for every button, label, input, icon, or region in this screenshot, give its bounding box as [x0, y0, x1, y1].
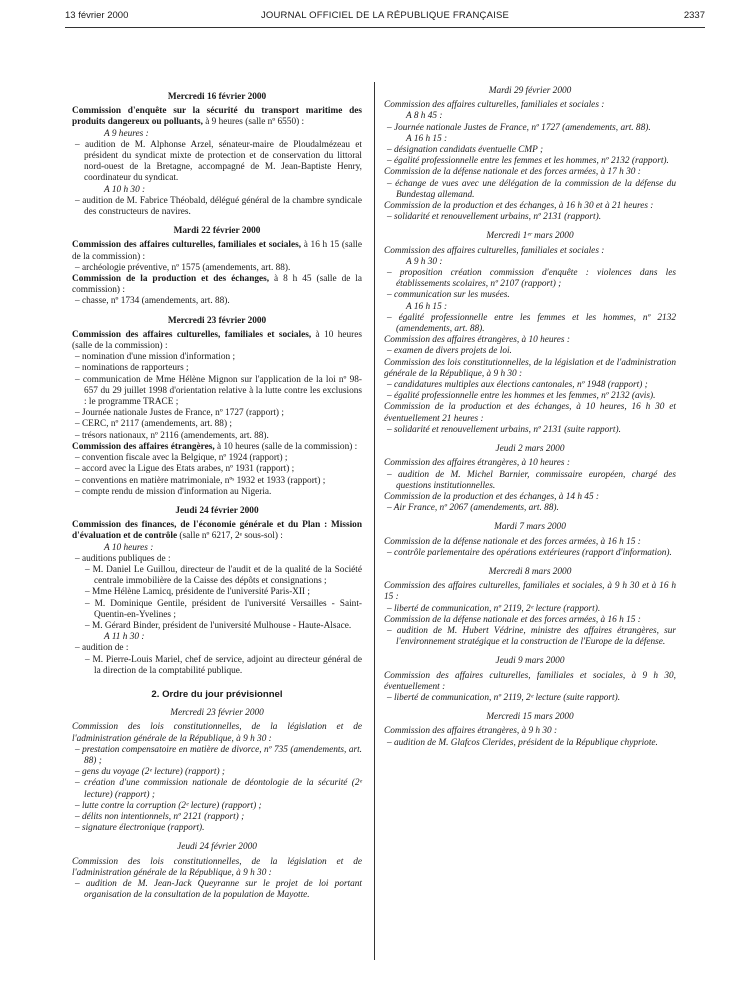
right-column	[384, 84, 676, 749]
agenda-item: – création d'une commission nationale de déontologie de la sécurité (2ᵉ lecture) (rapport) ;	[75, 778, 362, 800]
agenda-item: – liberté de communication, nº 2119, 2ᵉ lecture (suite rapport).	[387, 692, 621, 703]
day-heading: Mercredi 23 février 2000	[170, 708, 264, 719]
header-date: 13 février 2000	[65, 10, 129, 21]
agenda-item: – communication de Mme Hélène Mignon sur l'application de la loi nº 98-657 du 29 juillet 1998 d'orientation relative à la lutte contre les exclusions : le programme TRACE ;	[75, 374, 362, 408]
time-slot: A 16 h 15 :	[406, 301, 448, 312]
agenda-item: – audition de M. Jean-Jack Queyranne sur le projet de loi portant organisation de la consultation de la population de Mayotte.	[75, 879, 362, 901]
commission-entry	[72, 520, 362, 542]
agenda-item: – audition de M. Fabrice Théobald, délégué général de la chambre syndicale des constructeurs de navires.	[75, 195, 362, 218]
commission-name: Commission d'enquête sur la sécurité du transport maritime des produits dangereux ou polluants,	[72, 106, 362, 128]
day-heading: Mercredi 1ᵉʳ mars 2000	[486, 231, 574, 242]
day-heading: Mardi 22 février 2000	[173, 226, 261, 237]
commission-entry: Commission de la production et des échanges, à 16 h 30 et à 21 heures :	[384, 201, 654, 212]
section-heading: 2. Ordre du jour prévisionnel	[151, 688, 283, 700]
commission-name: Commission des affaires culturelles, familiales et sociales,	[72, 240, 302, 251]
time-slot: A 10 heures :	[104, 542, 154, 553]
commission-entry	[72, 106, 362, 128]
journal-title: JOURNAL OFFICIEL DE LA RÉPUBLIQUE FRANÇAISE	[260, 10, 510, 21]
agenda-item: – audition de :	[75, 643, 129, 654]
commission-entry: Commission des affaires étrangères, à 10 heures :	[384, 458, 570, 469]
agenda-item: – conventions en matière matrimoniale, nºˢ 1932 et 1933 (rapport) ;	[75, 475, 326, 486]
commission-time: à 10 heures (salle de la commission) :	[72, 329, 362, 352]
agenda-item: – audition de M. Alphonse Arzel, sénateur-maire de Ploudalmézeau et président du syndicat mixte de protection et de conservation du littoral nord-ouest de la Bretagne, accompagné de M. Jean-Baptiste Henry, coordinateur du syndicat.	[75, 139, 362, 184]
commission-entry	[72, 274, 362, 296]
commission-entry: Commission de la défense nationale et des forces armées, à 16 h 15 :	[384, 536, 641, 547]
day-heading: Mardi 7 mars 2000	[494, 522, 566, 533]
day-heading: Jeudi 2 mars 2000	[495, 444, 565, 455]
commission-entry: Commission des affaires culturelles, familiales et sociales, à 9 h 30, éventuellement :	[384, 670, 676, 692]
agenda-item: – audition de M. Hubert Védrine, ministre des affaires étrangères, sur l'environnement stratégique et la construction de l'Europe de la défense.	[387, 625, 676, 648]
commission-time: (salle nº 6217, 2ᵉ sous-sol) :	[177, 531, 283, 542]
agenda-item: – proposition création commission d'enquête : violences dans les établissements scolaires, nº 2107 (rapport) ;	[387, 268, 676, 290]
commission-entry	[72, 240, 362, 262]
agenda-item: – désignation candidats éventuelle CMP ;	[387, 145, 544, 156]
agenda-item: – liberté de communication, nº 2119, 2ᵉ lecture (rapport).	[387, 603, 601, 614]
agenda-item: – solidarité et renouvellement urbains, nº 2131 (rapport).	[387, 212, 602, 223]
commission-time: à 8 h 45 (salle de la commission) :	[72, 274, 362, 296]
agenda-item: – contrôle parlementaire des opérations extérieures (rapport d'information).	[387, 547, 672, 558]
commission-entry	[72, 442, 362, 453]
commission-name: Commission de la production et des échanges,	[72, 274, 270, 285]
commission-entry: Commission des affaires étrangères, à 10 heures :	[384, 335, 570, 346]
agenda-item: – lutte contre la corruption (2ᵉ lecture) (rapport) ;	[75, 800, 262, 811]
agenda-item: – accord avec la Ligue des Etats arabes, nº 1931 (rapport) ;	[75, 464, 295, 475]
commission-entry: Commission des affaires étrangères, à 9 h 30 :	[384, 726, 558, 737]
day-heading: Jeudi 24 février 2000	[175, 505, 259, 516]
day-heading: Mardi 29 février 2000	[488, 86, 572, 96]
commission-time: à 9 heures (salle nº 6550) :	[202, 117, 305, 128]
agenda-item: – communication sur les musées.	[387, 290, 510, 301]
agenda-item: – audition de M. Glafcos Clerides, président de la République chypriote.	[387, 737, 658, 748]
agenda-item: – égalité professionnelle entre les hommes et les femmes, nº 2132 (avis).	[387, 391, 656, 402]
agenda-item: – candidatures multiples aux élections cantonales, nº 1948 (rapport) ;	[387, 380, 648, 391]
agenda-item: – trésors nationaux, nº 2116 (amendements, art. 88).	[75, 430, 269, 441]
commission-entry: Commission de la défense nationale et des forces armées, à 17 h 30 :	[384, 167, 641, 178]
agenda-item: – examen de divers projets de loi.	[387, 346, 512, 357]
agenda-subitem: – M. Dominique Gentile, président de l'université Versailles - Saint-Quentin-en-Yvelines ;	[85, 598, 362, 620]
page-number: 2337	[683, 10, 705, 21]
page-header	[65, 8, 705, 24]
agenda-item: – Journée nationale Justes de France, nº 1727 (amendements, art. 88).	[387, 122, 651, 133]
agenda-subitem: – Mme Hélène Lamicq, présidente de l'université Paris-XII ;	[85, 587, 310, 598]
agenda-item: – signature électronique (rapport).	[75, 823, 205, 834]
agenda-item: – chasse, nº 1734 (amendements, art. 88).	[75, 296, 230, 307]
agenda-item: – audition de M. Michel Barnier, commissaire européen, chargé des questions institutionnelles.	[387, 469, 676, 491]
agenda-subitem: – M. Pierre-Louis Mariel, chef de service, adjoint au directeur général de la direction de la comptabilité publique.	[85, 654, 362, 676]
agenda-item: – archéologie préventive, nº 1575 (amendements, art. 88).	[75, 262, 291, 273]
time-slot: A 11 h 30 :	[104, 632, 145, 643]
commission-entry: Commission des affaires culturelles, familiales et sociales :	[384, 245, 605, 256]
agenda-item: – Air France, nº 2067 (amendements, art. 88).	[387, 503, 559, 514]
day-heading: Mercredi 15 mars 2000	[486, 712, 574, 723]
agenda-item: – auditions publiques de :	[75, 553, 171, 564]
commission-entry	[72, 330, 362, 352]
commission-entry: Commission des lois constitutionnelles, de la législation et de l'administration générale de la République, à 9 h 30 :	[72, 856, 362, 878]
agenda-subitem: – M. Gérard Binder, président de l'université Mulhouse - Haute-Alsace.	[85, 620, 352, 631]
agenda-item: – échange de vues avec une délégation de la commission de la défense du Bundestag allemand.	[387, 178, 676, 200]
agenda-item: – nomination d'une mission d'information ;	[75, 352, 236, 363]
day-heading: Mercredi 8 mars 2000	[488, 566, 572, 577]
commission-time: à 10 heures (salle de la commission) :	[214, 441, 358, 452]
commission-entry: Commission des affaires culturelles, familiales et sociales :	[384, 100, 605, 111]
time-slot: A 10 h 30 :	[104, 184, 146, 195]
agenda-item: – égalité professionnelle entre les femmes et les hommes, nº 2132 (rapport).	[387, 156, 669, 167]
commission-entry: Commission de la production et des échanges, à 10 heures, 16 h 30 et éventuellement 21 heures :	[384, 402, 676, 424]
commission-time: à 16 h 15 (salle de la commission) :	[72, 240, 362, 262]
time-slot: A 8 h 45 :	[406, 111, 443, 122]
agenda-item: – compte rendu de mission d'information au Nigeria.	[75, 486, 272, 497]
column-divider	[374, 82, 375, 960]
header-rule	[65, 27, 705, 28]
day-heading: Jeudi 24 février 2000	[177, 842, 257, 853]
agenda-item: – égalité professionnelle entre les femmes et les hommes, nº 2132 (amendements, art. 88).	[387, 312, 676, 335]
agenda-item: – gens du voyage (2ᵉ lecture) (rapport) ;	[75, 767, 226, 778]
left-column	[72, 84, 362, 901]
time-slot: A 16 h 15 :	[406, 133, 448, 144]
agenda-item: – Journée nationale Justes de France, nº 1727 (rapport) ;	[75, 408, 284, 419]
time-slot: A 9 h 30 :	[406, 256, 443, 267]
agenda-item: – délits non intentionnels, nº 2121 (rapport) ;	[75, 811, 245, 822]
day-heading: Mercredi 23 février 2000	[167, 315, 267, 326]
day-heading: Mercredi 16 février 2000	[167, 92, 267, 102]
commission-entry: Commission des lois constitutionnelles, de la législation et de l'administration générale de la République, à 9 h 30 :	[72, 722, 362, 744]
agenda-item: – prestation compensatoire en matière de divorce, nº 735 (amendements, art. 88) ;	[75, 744, 362, 766]
agenda-item: – nominations de rapporteurs ;	[75, 363, 189, 374]
commission-name: Commission des finances, de l'économie générale et du Plan : Mission d'évaluation et de contrôle	[72, 520, 362, 542]
agenda-subitem: – M. Daniel Le Guillou, directeur de l'audit et de la qualité de la Société centrale immobilière de la Caisse des dépôts et consignations ;	[85, 564, 362, 587]
agenda-item: – convention fiscale avec la Belgique, nº 1924 (rapport) ;	[75, 453, 288, 464]
commission-name: Commission des affaires étrangères,	[72, 441, 215, 452]
agenda-item: – solidarité et renouvellement urbains, nº 2131 (suite rapport).	[387, 424, 621, 435]
commission-entry: Commission des lois constitutionnelles, de la législation et de l'administration générale de la République, à 9 h 30 :	[384, 357, 676, 379]
commission-entry: Commission des affaires culturelles, familiales et sociales, à 9 h 30 et à 16 h 15 :	[384, 581, 676, 603]
commission-name: Commission des affaires culturelles, familiales et sociales,	[72, 329, 312, 340]
commission-entry: Commission de la production et des échanges, à 14 h 45 :	[384, 491, 600, 502]
commission-entry: Commission de la défense nationale et des forces armées, à 16 h 15 :	[384, 614, 641, 625]
time-slot: A 9 heures :	[104, 128, 149, 139]
agenda-item: – CERC, nº 2117 (amendements, art. 88) ;	[75, 419, 232, 430]
day-heading: Jeudi 9 mars 2000	[495, 656, 565, 667]
